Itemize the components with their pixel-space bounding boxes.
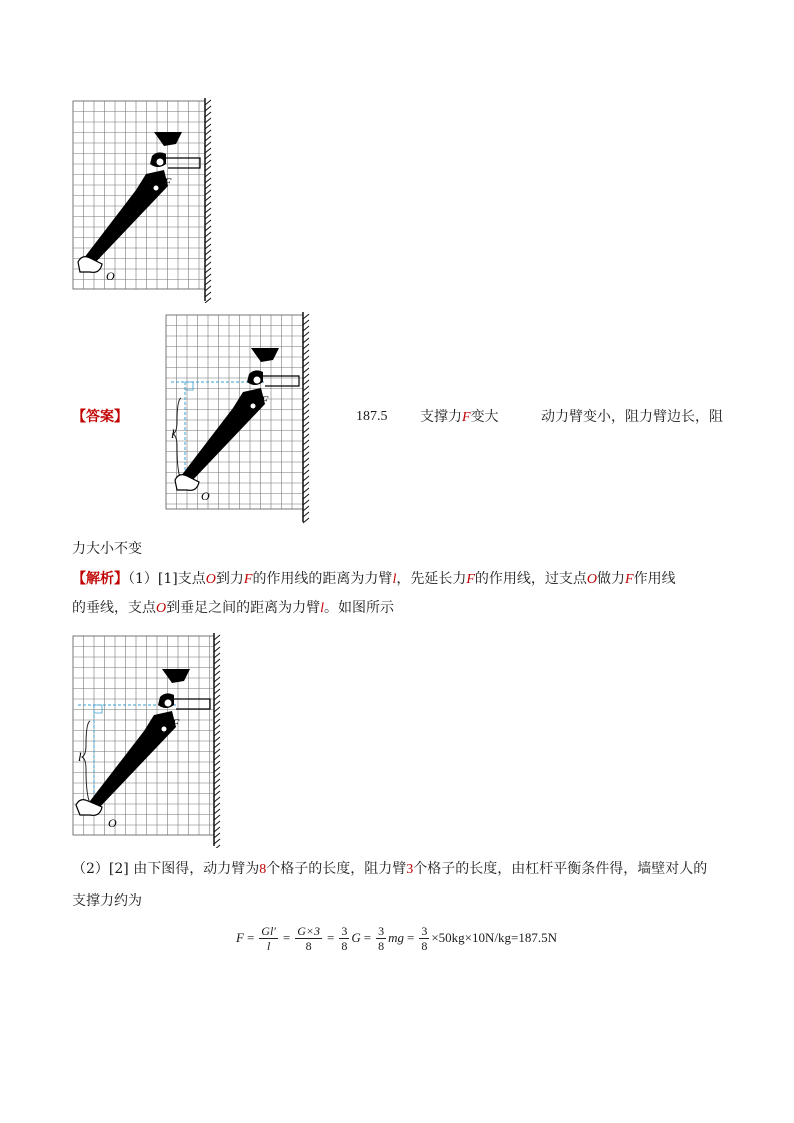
wall-hatch	[303, 422, 309, 427]
wall-hatch	[214, 839, 220, 844]
wall-hatch	[303, 464, 309, 469]
fraction-3: $\frac{3}{8}$	[341, 923, 348, 953]
wall-hatch	[205, 100, 211, 105]
wall-hatch	[303, 344, 309, 349]
wall-hatch	[205, 250, 211, 255]
wall-hatch	[205, 190, 211, 195]
wall-hatch	[205, 292, 211, 297]
wall-hatch	[205, 160, 211, 165]
wall-hatch	[303, 350, 309, 355]
wall-hatch	[205, 142, 211, 147]
wall-hatch	[205, 214, 211, 219]
wall-hatch	[303, 338, 309, 343]
wall-hatch	[214, 791, 220, 796]
figure-push-up-analysis	[72, 633, 224, 848]
fraction-2: $\frac{G\times 3}{8}$	[297, 923, 321, 953]
wall-hatch	[205, 238, 211, 243]
answer-line	[72, 406, 128, 428]
label-O: O	[106, 269, 115, 283]
wall-hatch	[303, 362, 309, 367]
wall-hatch	[214, 737, 220, 742]
wall-hatch	[214, 653, 220, 658]
wall-hatch	[303, 386, 309, 391]
wall-hatch	[303, 482, 309, 487]
wall-hatch	[303, 458, 309, 463]
label-O: O	[201, 489, 210, 503]
wall-hatch	[214, 749, 220, 754]
fraction-1: $\frac{Gl'}{l}$	[261, 923, 276, 953]
wall-hatch	[214, 809, 220, 814]
wall-hatch	[205, 166, 211, 171]
wall-hatch	[303, 314, 309, 319]
wall-hatch	[205, 154, 211, 159]
wall-hatch	[214, 785, 220, 790]
wall-hatch	[205, 256, 211, 261]
wall-hatch	[205, 274, 211, 279]
wall-hatch	[205, 244, 211, 249]
label-A: A	[239, 413, 247, 427]
wall-hatch	[303, 488, 309, 493]
fraction-4: $\frac{3}{8}$	[378, 923, 385, 953]
wall-hatch	[205, 220, 211, 225]
answer-label: 【答案】	[72, 409, 128, 425]
wall-hatch	[214, 641, 220, 646]
wall-hatch	[214, 719, 220, 724]
wall-hatch	[214, 773, 220, 778]
wall-hatch	[303, 326, 309, 331]
wall-hatch	[205, 202, 211, 207]
wall-hatch	[205, 112, 211, 117]
person-silhouette	[78, 132, 200, 272]
wall-hatch	[205, 232, 211, 237]
answer-value: 187.5	[356, 409, 388, 424]
wall-hatch	[205, 118, 211, 123]
wall-hatch	[303, 518, 309, 523]
wall-hatch	[303, 452, 309, 457]
wall-hatch	[214, 671, 220, 676]
wall-hatch	[214, 743, 220, 748]
wall-hatch	[303, 434, 309, 439]
wall-hatch	[303, 374, 309, 379]
wall-hatch	[205, 226, 211, 231]
wall-hatch	[303, 494, 309, 499]
wall-hatch	[303, 320, 309, 325]
support-force-formula: F = $\frac{Gl'}{l}$ = $\frac{G\times 3}{8}$ = $\frac{3}{8}$ G = $\frac{3}{8}$ mg = $\frac{3}{8}$ ×50kg×10N/kg=187.5N	[236, 923, 557, 953]
label-l: l	[171, 426, 175, 441]
wall-hatch	[303, 470, 309, 475]
wall-hatch	[214, 647, 220, 652]
wall-hatch	[303, 398, 309, 403]
wall-hatch	[214, 695, 220, 700]
wall-hatch	[214, 803, 220, 808]
analysis-p2-line2: 支撑力约为	[72, 893, 142, 909]
wall-hatch	[214, 683, 220, 688]
wall-hatch	[214, 779, 220, 784]
wall-hatch	[303, 428, 309, 433]
wall-hatch	[205, 268, 211, 273]
wall-hatch	[303, 500, 309, 505]
wall-hatch	[205, 106, 211, 111]
wall-hatch	[303, 410, 309, 415]
wall-hatch	[214, 833, 220, 838]
wall-hatch	[303, 440, 309, 445]
wall-hatch	[214, 815, 220, 820]
wall-hatch	[205, 172, 211, 177]
wall-hatch	[205, 280, 211, 285]
wall-hatch	[303, 356, 309, 361]
wall-hatch	[214, 731, 220, 736]
wall-hatch	[214, 797, 220, 802]
wall-hatch	[303, 446, 309, 451]
wall-hatch	[205, 148, 211, 153]
wall-hatch	[205, 130, 211, 135]
label-A: A	[142, 195, 150, 209]
wall-hatch	[214, 713, 220, 718]
analysis-p1-line2: 的垂线，支点O到垂足之间的距离为力臂l。如图所示	[72, 600, 395, 616]
wall-hatch	[214, 659, 220, 664]
answer-change: 支撑力F变大	[420, 409, 499, 425]
wall-hatch	[214, 677, 220, 682]
wall-hatch	[303, 476, 309, 481]
wall-hatch	[205, 124, 211, 129]
wall-hatch	[303, 332, 309, 337]
wall-hatch	[214, 665, 220, 670]
analysis-p2-line1: （2）[2] 由下图得，动力臂为8个格子的长度，阻力臂3个格子的长度，由杠杆平衡条件得，墙壁对人的	[72, 861, 708, 877]
wall-hatch	[303, 380, 309, 385]
analysis-label: 【解析】	[72, 571, 128, 587]
fraction-5: $\frac{3}{8}$	[421, 923, 428, 953]
label-F: F	[261, 393, 269, 407]
label-F: F	[172, 716, 180, 730]
wall-hatch	[214, 821, 220, 826]
wall-hatch	[214, 707, 220, 712]
wall-hatch	[205, 196, 211, 201]
wall-hatch	[214, 635, 220, 640]
wall-hatch	[205, 298, 211, 303]
figure-push-up-answer	[165, 312, 315, 524]
wall-hatch	[205, 184, 211, 189]
wall-hatch	[303, 506, 309, 511]
wall-hatch	[303, 416, 309, 421]
wall-hatch	[205, 208, 211, 213]
wall-hatch	[303, 368, 309, 373]
wall-hatch	[205, 286, 211, 291]
label-F: F	[164, 175, 172, 189]
wall-hatch	[205, 262, 211, 267]
wall-hatch	[214, 845, 220, 848]
wall-hatch	[214, 761, 220, 766]
wall-hatch	[303, 404, 309, 409]
answer-reason-line1: 动力臂变小，阻力臂边长，阻	[541, 409, 723, 425]
wall-hatch	[214, 755, 220, 760]
wall-hatch	[214, 767, 220, 772]
label-A: A	[150, 736, 158, 750]
wall-hatch	[214, 725, 220, 730]
wall-hatch	[303, 392, 309, 397]
analysis-p1-line1: 【解析】（1）[1]支点O到力F的作用线的距离为力臂l，先延长力F的作用线，过支点O做力F作用线	[72, 571, 676, 587]
wall-hatch	[205, 136, 211, 141]
label-l: l	[78, 749, 82, 764]
wall-hatch	[303, 512, 309, 517]
label-O: O	[108, 816, 117, 830]
wall-hatch	[214, 689, 220, 694]
figure-push-up-original	[72, 98, 222, 303]
person-silhouette	[175, 348, 299, 490]
wall-hatch	[205, 178, 211, 183]
wall-hatch	[214, 827, 220, 832]
answer-reason-line2: 力大小不变	[72, 541, 142, 557]
wall-hatch	[214, 701, 220, 706]
